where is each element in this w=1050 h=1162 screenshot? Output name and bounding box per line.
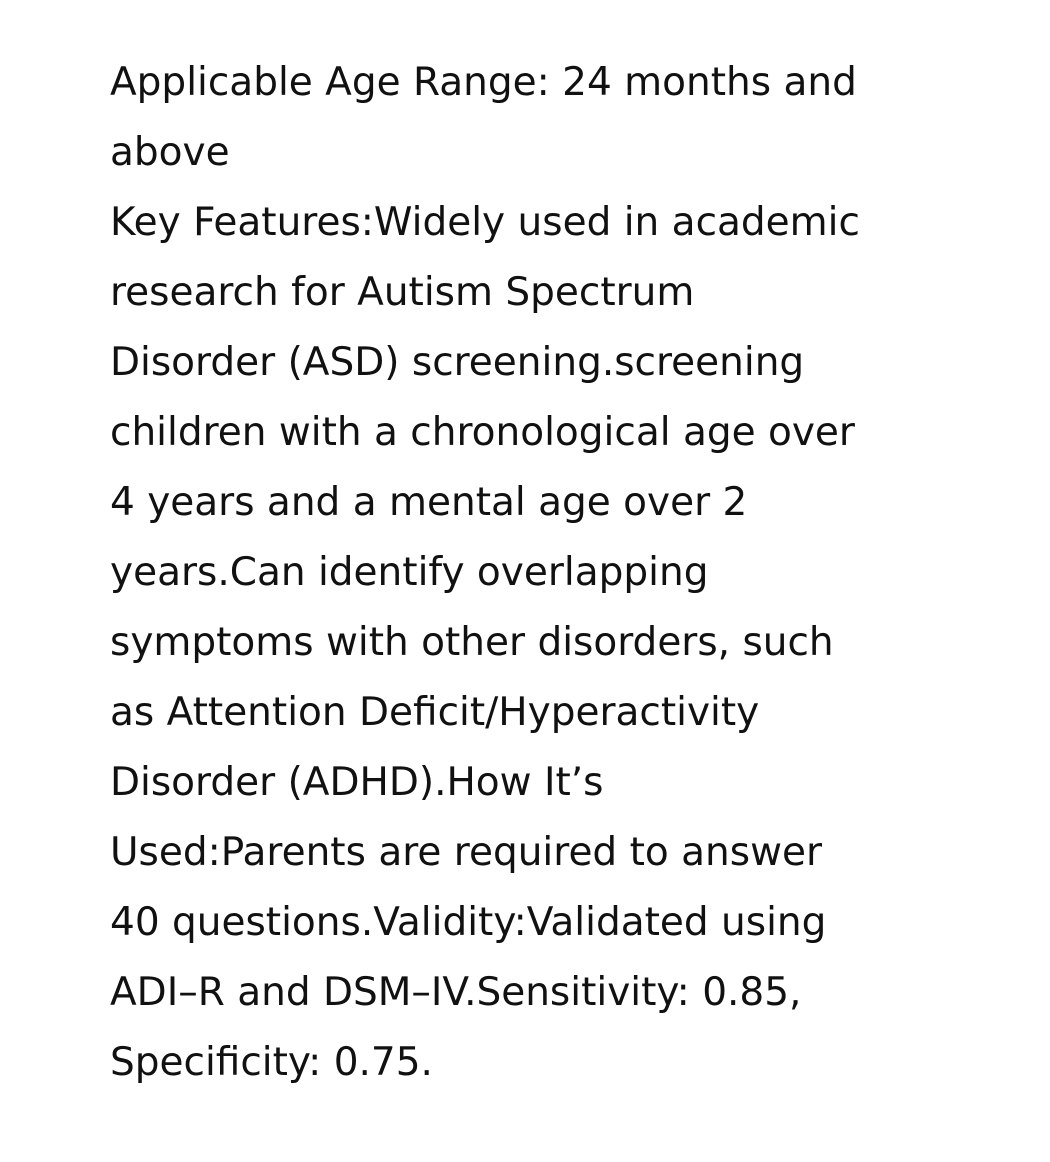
text-line: Used:Parents are required to answer	[110, 830, 822, 875]
text-line: Applicable Age Range: 24 months and	[110, 60, 857, 105]
text-line: 4 years and a mental age over 2	[110, 480, 748, 525]
text-line: Disorder (ASD) screening.screening	[110, 340, 805, 385]
text-line: Key Features:Widely used in academic	[110, 200, 860, 245]
text-line: 40 questions.Validity:Validated using	[110, 900, 827, 945]
text-line: research for Autism Spectrum	[110, 270, 695, 315]
text-line: above	[110, 130, 230, 175]
description-text	[110, 48, 950, 1098]
text-line: Specificity: 0.75.	[110, 1040, 433, 1085]
text-line: Disorder (ADHD).How It’s	[110, 760, 604, 805]
text-line: ADI–R and DSM–IV.Sensitivity: 0.85,	[110, 970, 802, 1015]
text-line: symptoms with other disorders, such	[110, 620, 834, 665]
text-line: years.Can identify overlapping	[110, 550, 709, 595]
text-line: children with a chronological age over	[110, 410, 855, 455]
text-line: as Attention Deficit/Hyperactivity	[110, 690, 760, 735]
